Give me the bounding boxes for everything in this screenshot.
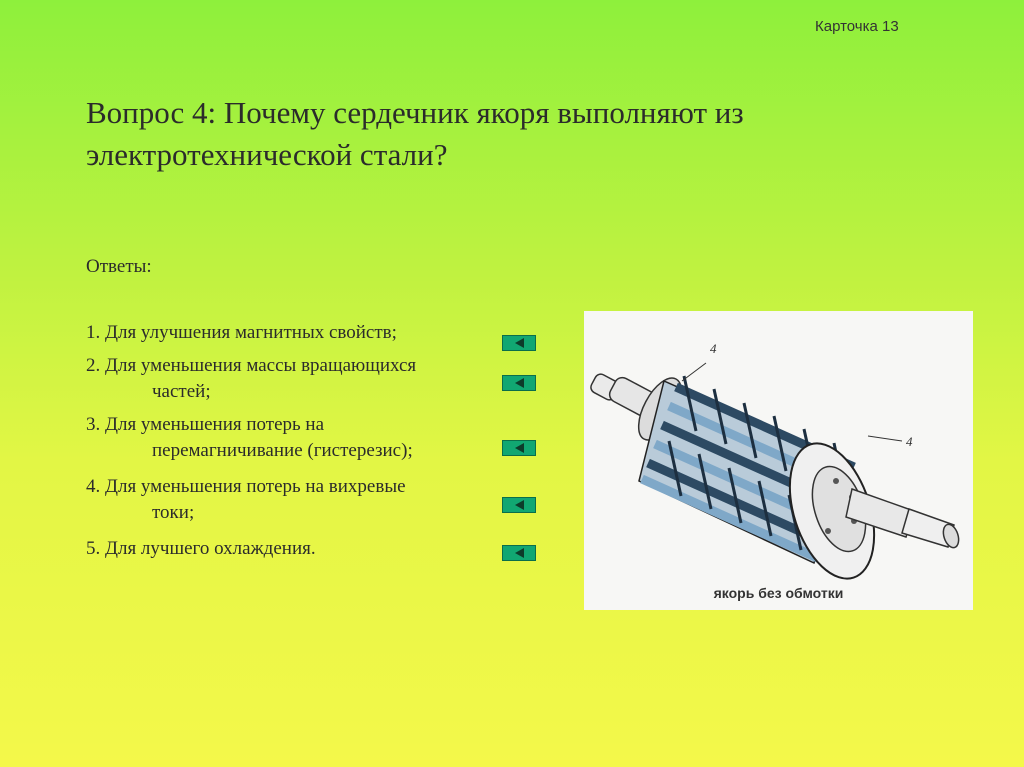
answer-2-arrow-button[interactable] (502, 375, 536, 391)
answer-option-4 (86, 474, 506, 526)
answer-option-5 (86, 536, 506, 562)
answer-option-1 (86, 320, 506, 346)
armature-figure (584, 311, 973, 610)
answer-line: 4. Для уменьшения потерь на вихревые (86, 476, 406, 497)
answer-line: 1. Для улучшения магнитных свойств; (86, 322, 397, 343)
answer-line-continued: перемагничивание (гистерезис); (152, 440, 413, 461)
answer-option-2 (86, 353, 506, 405)
card-number-label: Карточка 13 (815, 18, 899, 35)
question-text: Вопрос 4: Почему сердечник якоря выполняют из электротехнической стали? (86, 95, 744, 172)
answers-heading: Ответы: (86, 256, 152, 277)
answer-line: 3. Для уменьшения потерь на (86, 414, 325, 435)
figure-caption: якорь без обмотки (713, 585, 844, 601)
arrow-left-icon (515, 500, 524, 510)
armature-illustration (584, 311, 973, 610)
arrow-left-icon (515, 548, 524, 558)
arrow-left-icon (515, 338, 524, 348)
answer-option-3 (86, 412, 506, 464)
answer-line: 5. Для лучшего охлаждения. (86, 538, 316, 559)
arrow-left-icon (515, 378, 524, 388)
answer-1-arrow-button[interactable] (502, 335, 536, 351)
answer-3-arrow-button[interactable] (502, 440, 536, 456)
answer-4-arrow-button[interactable] (502, 497, 536, 513)
arrow-left-icon (515, 443, 524, 453)
answer-5-arrow-button[interactable] (502, 545, 536, 561)
callout-label-top: 4 (710, 341, 717, 356)
answer-line-continued: частей; (152, 381, 211, 402)
answer-line: 2. Для уменьшения массы вращающихся (86, 355, 417, 376)
callout-label-right: 4 (906, 434, 913, 449)
answer-line-continued: токи; (152, 502, 195, 523)
